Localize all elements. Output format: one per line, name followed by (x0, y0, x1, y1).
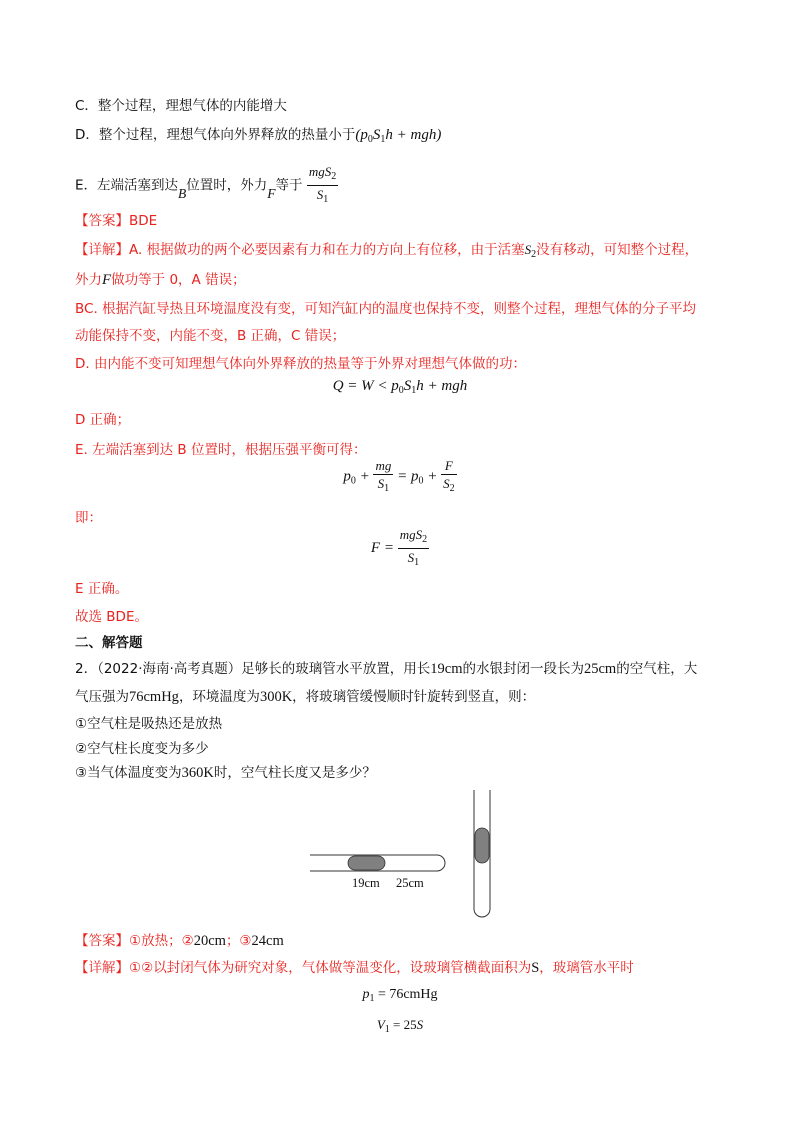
q-76: 76cmHg (129, 689, 179, 705)
ans2-20cm: 20cm (193, 933, 226, 949)
q-text-1a: 2．（2022·海南·高考真题）足够长的玻璃管水平放置，用长 (75, 661, 431, 677)
label-25cm: 25cm (396, 876, 424, 890)
sub-question-1: ①空气柱是吸热还是放热 (75, 716, 223, 732)
q-text-2c: ，将玻璃管缓慢顺时针旋转到竖直，则： (292, 689, 536, 705)
a-text-2a: 外力 (75, 272, 102, 288)
detail-2-text-b: ，玻璃管水平时 (539, 960, 634, 976)
e-correct: E 正确。 (75, 581, 129, 597)
option-e-text-b: 位置时，外力 (186, 177, 268, 194)
option-e (75, 163, 338, 208)
option-e-fraction: $\frac{mgS_2}{S_1}$ (308, 164, 337, 205)
ji-label: 即： (75, 510, 102, 526)
answer-1-bc-line2: 动能保持不变，内能不变，B 正确，C 错误； (75, 328, 346, 344)
q-text-1b: 的水银封闭一段长为 (462, 661, 584, 677)
sub3-text-b: 时，空气柱长度又是多少？ (213, 765, 376, 781)
a-text-2b: 做功等于 0，A 错误； (111, 272, 246, 288)
equation-1: $Q = W < p_0S_1h$ + mgh (332, 378, 468, 396)
section-heading: 二、解答题 (75, 635, 143, 651)
q-25: 25cm (584, 661, 617, 677)
q-text-2a: 气压强为 (75, 689, 129, 705)
option-e-F: F (267, 185, 276, 201)
detail-2-text-a: ①②以封闭气体为研究对象，气体做等温变化，设玻璃管横截面积为 (129, 960, 532, 976)
answer-1-label: 【答案】BDE (75, 213, 158, 229)
q-19: 19cm (430, 661, 463, 677)
vertical-tube (474, 790, 490, 917)
option-e-text-c: 等于 (275, 177, 303, 194)
equation-3: F = $\frac{mgS_2}{S_1}$ (370, 527, 428, 568)
q-text-2b: ，环境温度为 (178, 689, 260, 705)
a-S2: $S_2$ (524, 242, 537, 260)
detail-label: 【详解】 (75, 242, 129, 258)
glass-tube-figure (300, 785, 520, 925)
a-F: F (102, 272, 112, 288)
ans2-24cm: 24cm (251, 933, 284, 949)
answer-1-d-line: D. 由内能不变可知理想气体向外界释放的热量等于外界对理想气体做的功： (75, 356, 526, 372)
equation-V1: $V_1 = 25S$ (376, 1017, 424, 1035)
sub-question-3 (75, 763, 376, 783)
sub3-360: 360K (181, 765, 214, 781)
equation-p1: $p_1$ = 76cmHg (362, 987, 438, 1004)
sub3-text-a: ③当气体温度变为 (75, 765, 182, 781)
option-e-text-a: E．左端活塞到达 (75, 177, 179, 194)
answer-1-e-line: E. 左端活塞到达 B 位置时，根据压强平衡可得： (75, 442, 367, 458)
ans2-text-a: 【答案】①放热；② (75, 933, 194, 949)
mercury-vertical (475, 828, 489, 863)
ans2-sep: ；③ (225, 933, 252, 949)
sub-question-2: ②空气柱长度变为多少 (75, 741, 209, 757)
answer-2-label (75, 931, 284, 951)
option-d (75, 125, 441, 150)
option-e-B: B (178, 185, 187, 201)
option-d-text: D．整个过程，理想气体向外界释放的热量小于 (75, 127, 356, 143)
detail-2-S: S (531, 960, 540, 976)
option-c: C．整个过程，理想气体的内能增大 (75, 98, 287, 114)
q-text-1c: 的空气柱，大 (616, 661, 698, 677)
equation-2: $p_0$ + $\frac{mg}{S_1}$ = $p_0$ + $\frac{F}{S_2}$ (343, 458, 455, 494)
label-19cm: 19cm (352, 876, 380, 890)
d-correct: D 正确； (75, 412, 131, 428)
answer-1-bc-line1: BC. 根据汽缸导热且环境温度没有变，可知汽缸内的温度也保持不变，则整个过程，理想气体的分子平均 (75, 301, 697, 317)
choose-line: 故选 BDE。 (75, 609, 148, 625)
question-2-line2 (75, 687, 535, 707)
a-text-1b: 没有移动，可知整个过程， (536, 242, 699, 258)
answer-1-a-line1 (75, 240, 698, 265)
answer-1-a-line2 (75, 270, 246, 290)
q-300: 300K (259, 689, 293, 705)
detail-2-label: 【详解】 (75, 960, 129, 976)
option-d-math: $(p_0S_1h + mgh)$ (355, 127, 442, 145)
answer-2-detail (75, 958, 634, 978)
a-text-1: A. 根据做功的两个必要因素有力和在力的方向上有位移，由于活塞 (129, 242, 525, 258)
question-2-line1 (75, 659, 697, 679)
mercury-horizontal (348, 856, 385, 870)
horizontal-tube (310, 855, 445, 871)
